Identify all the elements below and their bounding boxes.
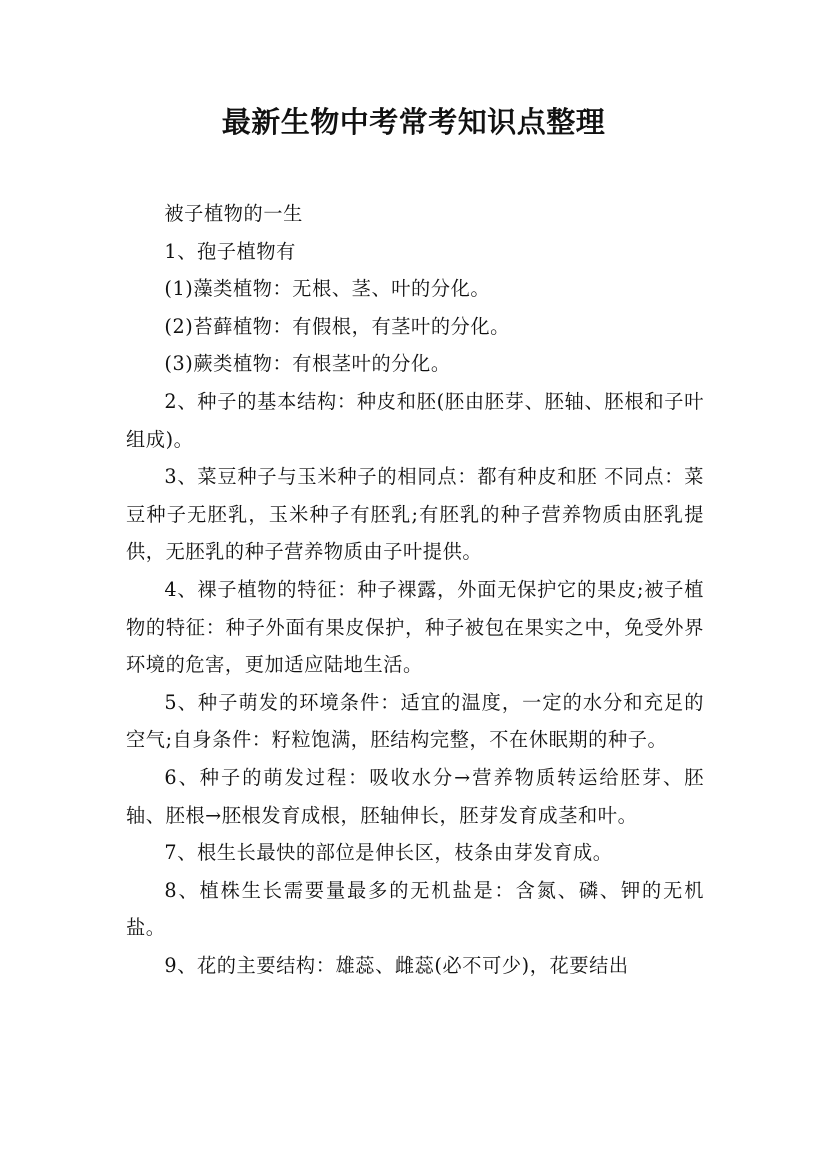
list-item: 8、植株生长需要量最多的无机盐是：含氮、磷、钾的无机盐。: [126, 878, 704, 940]
list-item: 1、孢子植物有: [164, 239, 296, 263]
list-item: 7、根生长最快的部位是伸长区，枝条由芽发育成。: [164, 841, 613, 865]
document-body: [126, 195, 704, 984]
list-item: (2)苔藓植物：有假根，有茎叶的分化。: [164, 314, 510, 338]
list-item: 4、裸子植物的特征：种子裸露，外面无保护它的果皮;被子植物的特征：种子外面有果皮保护，种子被包在果实之中，免受外界环境的危害，更加适应陆地生活。: [126, 577, 704, 677]
section-heading: 被子植物的一生: [164, 202, 303, 225]
list-item: 9、花的主要结构：雄蕊、雌蕊(必不可少)，花要结出: [164, 953, 629, 977]
list-item: 2、种子的基本结构：种皮和胚(胚由胚芽、胚轴、胚根和子叶组成)。: [126, 389, 704, 451]
list-item: (3)蕨类植物：有根茎叶的分化。: [164, 352, 451, 376]
document-title: 最新生物中考常考知识点整理: [221, 105, 606, 139]
list-item: 6、种子的萌发过程：吸收水分→营养物质转运给胚芽、胚轴、胚根→胚根发育成根，胚轴伸长，胚芽发育成茎和叶。: [126, 765, 704, 827]
list-item: 5、种子萌发的环境条件：适宜的温度，一定的水分和充足的空气;自身条件：籽粒饱满，胚结构完整，不在休眠期的种子。: [126, 690, 704, 752]
list-item: 3、菜豆种子与玉米种子的相同点：都有种皮和胚 不同点：菜豆种子无胚乳，玉米种子有胚乳;有胚乳的种子营养物质由胚乳提供，无胚乳的种子营养物质由子叶提供。: [126, 465, 704, 564]
list-item: (1)藻类植物：无根、茎、叶的分化。: [164, 277, 491, 301]
